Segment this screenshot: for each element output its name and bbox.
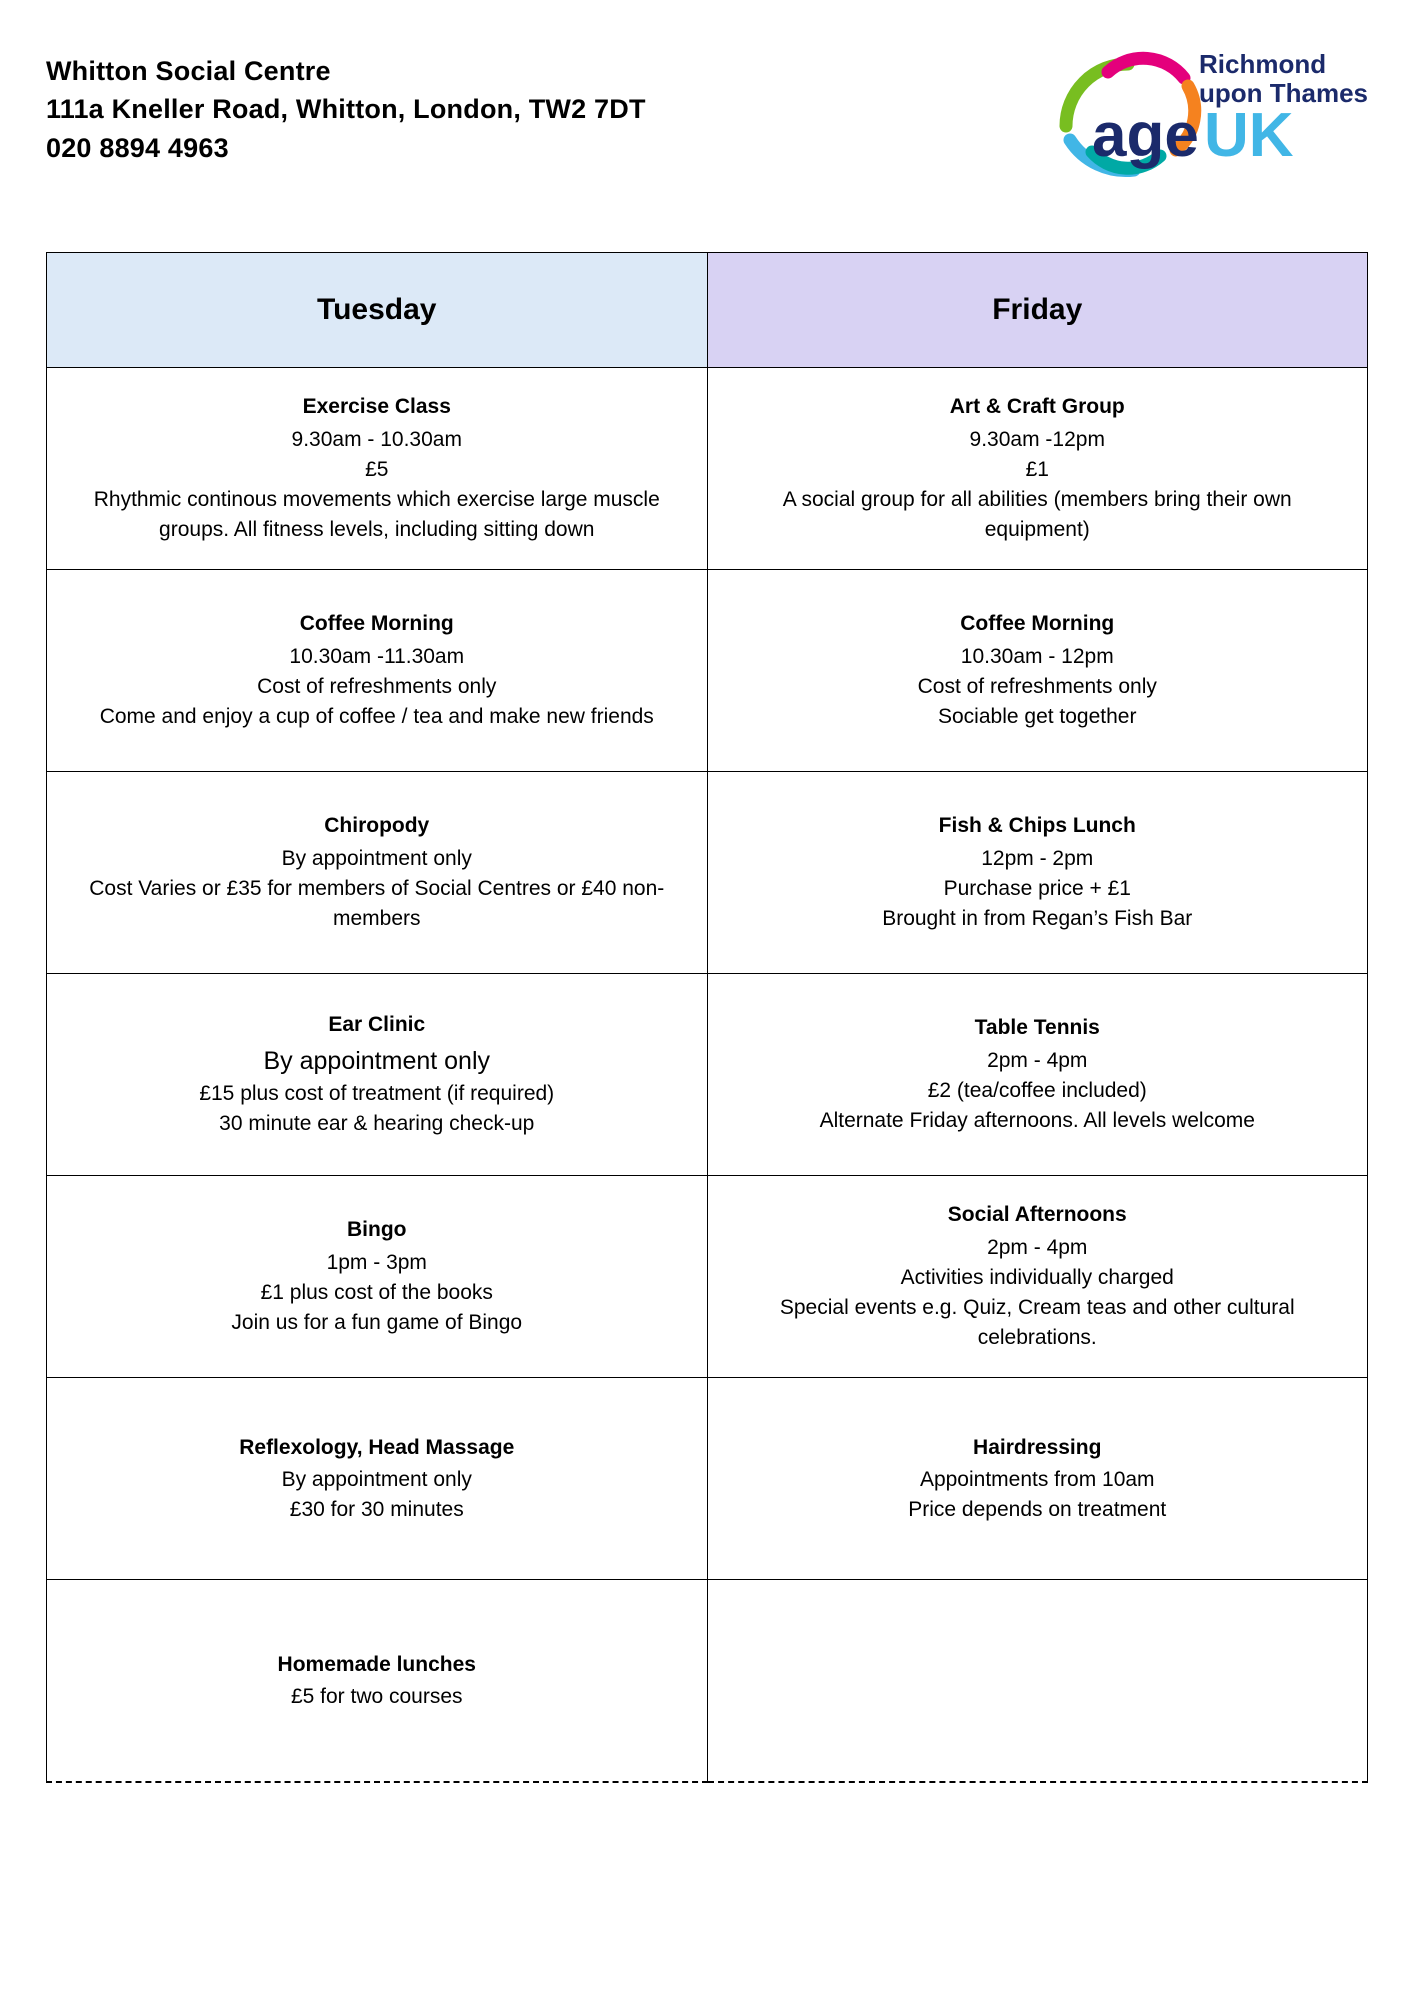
activity-detail: Come and enjoy a cup of coffee / tea and make new friends	[99, 705, 654, 729]
age-uk-richmond-logo	[1048, 44, 1368, 184]
activity-title: Homemade lunches	[277, 1652, 476, 1676]
activity-title: Bingo	[347, 1218, 407, 1242]
logo-brand-text	[1199, 50, 1368, 108]
activity-detail: By appointment only	[281, 846, 472, 870]
table-row	[47, 974, 1368, 1176]
venue-details	[46, 44, 646, 167]
activity-cell-friday	[707, 1580, 1368, 1783]
activity-cell-tuesday	[47, 1176, 708, 1378]
activity-cell-friday	[707, 974, 1368, 1176]
activity-title: Fish & Chips Lunch	[938, 814, 1136, 838]
activity-detail: By appointment only	[281, 1468, 472, 1492]
logo-wordmark-age: age	[1092, 101, 1199, 170]
activities-timetable	[46, 252, 1368, 1783]
activity-detail: Sociable get together	[938, 705, 1137, 729]
activity-title: Social Afternoons	[947, 1203, 1127, 1227]
logo-brand-line-1: Richmond	[1198, 49, 1327, 79]
table-row	[47, 772, 1368, 974]
venue-address: 111a Kneller Road, Whitton, London, TW2 7DT	[46, 94, 646, 125]
table-row	[47, 1378, 1368, 1580]
activity-detail: 10.30am - 12pm	[960, 644, 1114, 668]
activity-detail: 9.30am -12pm	[969, 427, 1105, 451]
table-row	[47, 1176, 1368, 1378]
activity-title: Art & Craft Group	[949, 395, 1125, 419]
empty-slot	[734, 1676, 1342, 1686]
timetable-body	[47, 368, 1368, 1783]
activity-cell-tuesday	[47, 772, 708, 974]
activity-detail: 30 minute ear & hearing check-up	[219, 1112, 535, 1136]
activity-cell-friday	[707, 570, 1368, 772]
table-header-row	[47, 253, 1368, 368]
activity-detail: £5 for two courses	[290, 1685, 463, 1709]
activity-cell-tuesday	[47, 1580, 708, 1783]
activity-cell-tuesday	[47, 368, 708, 570]
activity-cell-tuesday	[47, 570, 708, 772]
activity-detail: Price depends on treatment	[908, 1498, 1167, 1522]
activity-cell-tuesday	[47, 1378, 708, 1580]
activity-detail: Join us for a fun game of Bingo	[231, 1311, 523, 1335]
activity-detail: £30 for 30 minutes	[289, 1498, 464, 1522]
page-header	[46, 44, 1368, 184]
table-row	[47, 570, 1368, 772]
activity-detail: £2 (tea/coffee included)	[927, 1079, 1147, 1103]
activity-detail: A social group for all abilities (members bring their own equipment)	[782, 488, 1292, 542]
activity-title: Coffee Morning	[299, 612, 454, 636]
activity-detail: 9.30am - 10.30am	[291, 427, 462, 451]
column-header-friday: Friday	[707, 253, 1368, 368]
activity-cell-friday	[707, 1176, 1368, 1378]
activity-title: Exercise Class	[302, 395, 451, 419]
column-header-tuesday: Tuesday	[47, 253, 708, 368]
activity-detail: By appointment only	[263, 1046, 491, 1075]
activity-detail: Special events e.g. Quiz, Cream teas and other cultural celebrations.	[779, 1296, 1295, 1350]
activity-detail: Cost of refreshments only	[917, 675, 1157, 699]
activity-detail: Cost Varies or £35 for members of Social Centres or £40 non-members	[89, 877, 665, 931]
logo-brand-line-2: upon Thames	[1198, 78, 1368, 109]
activity-detail: £1 plus cost of the books	[260, 1281, 493, 1305]
activity-detail: Alternate Friday afternoons. All levels welcome	[819, 1109, 1255, 1133]
logo-wordmark-uk: UK	[1204, 101, 1294, 170]
activity-detail: Brought in from Regan’s Fish Bar	[882, 907, 1193, 931]
venue-phone: 020 8894 4963	[46, 132, 229, 163]
activity-cell-friday	[707, 772, 1368, 974]
activity-title: Hairdressing	[973, 1435, 1102, 1459]
activity-detail: 10.30am -11.30am	[289, 644, 465, 668]
activity-title: Reflexology, Head Massage	[239, 1435, 515, 1459]
activity-title: Coffee Morning	[960, 612, 1115, 636]
activity-detail: Activities individually charged	[900, 1266, 1174, 1290]
activity-title: Table Tennis	[974, 1016, 1100, 1040]
activity-title: Ear Clinic	[328, 1013, 426, 1037]
table-row	[47, 1580, 1368, 1783]
activity-title: Chiropody	[324, 814, 430, 838]
venue-name: Whitton Social Centre	[46, 56, 331, 86]
activity-detail: £1	[1025, 458, 1049, 482]
activity-cell-friday	[707, 1378, 1368, 1580]
activity-detail: Cost of refreshments only	[257, 675, 497, 699]
activity-detail: Purchase price + £1	[943, 877, 1131, 901]
activity-detail: Appointments from 10am	[919, 1468, 1155, 1492]
activity-detail: Rhythmic continous movements which exercise large muscle groups. All fitness levels, including sitting down	[93, 488, 660, 542]
table-row	[47, 368, 1368, 570]
activity-cell-tuesday	[47, 974, 708, 1176]
activity-cell-friday	[707, 368, 1368, 570]
activity-detail: 2pm - 4pm	[987, 1235, 1088, 1259]
activity-detail: £5	[365, 458, 389, 482]
activity-detail: £15 plus cost of treatment (if required)	[199, 1082, 555, 1106]
activity-detail: 12pm - 2pm	[981, 846, 1094, 870]
activity-detail: 1pm - 3pm	[326, 1250, 427, 1274]
activity-detail: 2pm - 4pm	[987, 1048, 1088, 1072]
